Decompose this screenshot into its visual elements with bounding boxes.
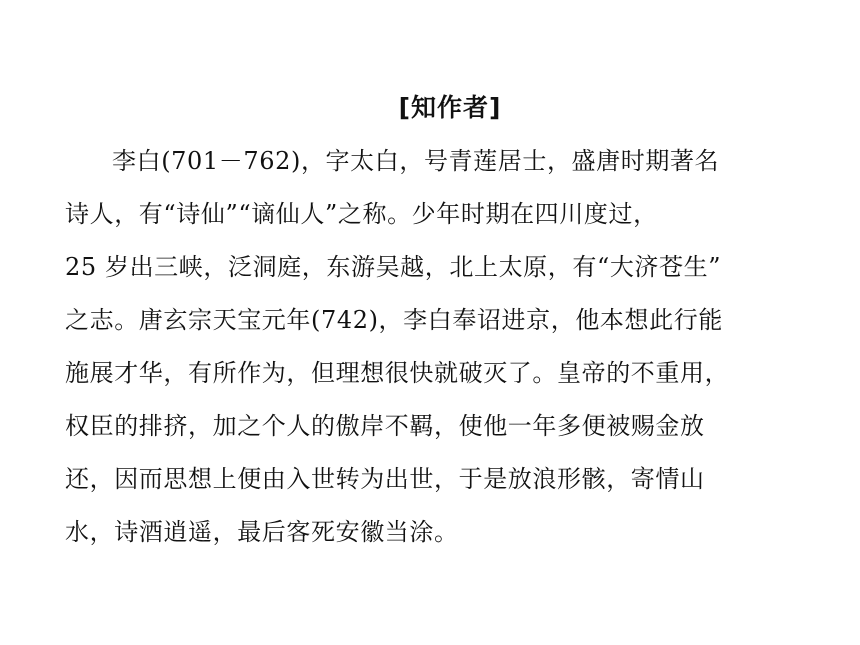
- paragraph-line: 还，因而思想上便由入世转为出世，于是放浪形骸，寄情山: [65, 465, 705, 493]
- section-heading: [知作者]: [398, 93, 502, 122]
- paragraph-line: 水，诗酒逍遥，最后客死安徽当涂。: [65, 518, 459, 546]
- paragraph-line: 诗人，有“诗仙”“谪仙人”之称。少年时期在四川度过，: [65, 200, 658, 228]
- paragraph-line: 权臣的排挤，加之个人的傲岸不羁，使他一年多便被赐金放: [65, 412, 705, 440]
- paragraph-line: 李白(701－762)，字太白，号青莲居士，盛唐时期著名: [112, 147, 720, 175]
- paragraph-line: 之志。唐玄宗天宝元年(742)，李白奉诏进京，他本想此行能: [65, 306, 723, 334]
- paragraph-line: 25 岁出三峡，泛洞庭，东游吴越，北上太原，有“大济苍生”: [65, 253, 722, 281]
- paragraph-line: 施展才华，有所作为，但理想很快就破灭了。皇帝的不重用，: [65, 359, 730, 387]
